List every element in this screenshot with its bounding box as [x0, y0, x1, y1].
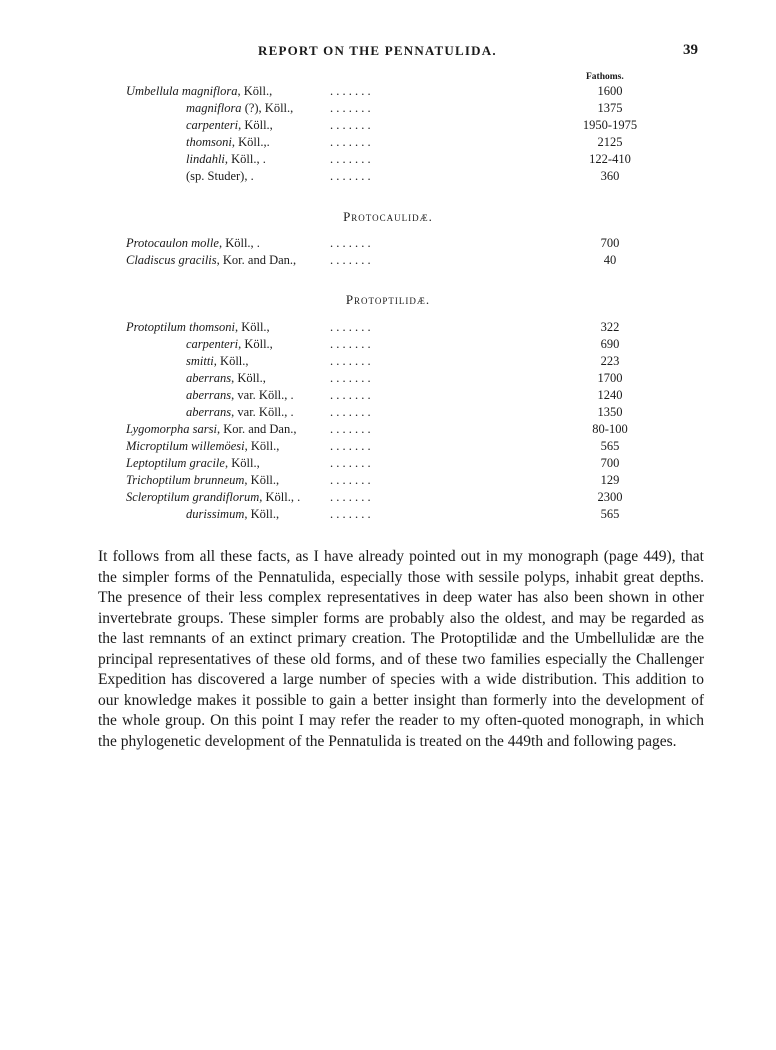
author-citation: , Kor. and Dan.,: [216, 422, 297, 436]
species-name: [126, 455, 260, 472]
page-number: 39: [683, 42, 698, 58]
leader-dots: . . . . . . .: [330, 253, 371, 267]
species-epithet: smitti: [186, 354, 214, 368]
species-name: [186, 404, 294, 421]
species-name: [186, 506, 279, 523]
species-name: [186, 117, 273, 134]
depth-value: 223: [600, 354, 620, 368]
leader-dots: . . . . . . .: [330, 371, 371, 385]
species-epithet: aberrans: [186, 388, 232, 402]
species-name: [186, 168, 254, 185]
species-epithet: magniflora: [186, 101, 242, 115]
table-row: [0, 336, 776, 353]
species-name: [126, 235, 260, 252]
species-epithet: carpenteri: [186, 118, 239, 132]
species-epithet: thomsoni: [189, 320, 235, 334]
table-row: [0, 100, 776, 117]
species-name: [126, 319, 270, 336]
table-row: [0, 387, 776, 404]
leader-dots: . . . . . . .: [330, 101, 371, 115]
leader-dots: . . . . . . .: [330, 84, 371, 98]
table-row: [0, 252, 776, 269]
author-citation: , Köll.,: [234, 320, 270, 334]
author-citation: , Kor. and Dan.,: [216, 253, 297, 267]
table-row: [0, 472, 776, 489]
table-row: [0, 83, 776, 100]
author-citation: , Köll.,: [231, 371, 266, 385]
author-citation: , var. Köll., .: [231, 388, 294, 402]
leader-dots: . . . . . . .: [330, 337, 371, 351]
depth-value: 360: [600, 169, 620, 183]
leader-dots: . . . . . . .: [330, 405, 371, 419]
leader-dots: . . . . . . .: [330, 439, 371, 453]
depth-value: 1240: [597, 388, 623, 402]
author-citation: , Köll.,: [238, 337, 273, 351]
author-citation: , Köll.,: [244, 507, 280, 521]
family-heading-protoptilidae: [0, 292, 776, 308]
leader-dots: . . . . . . .: [330, 422, 371, 436]
genus-name: Scleroptilum: [126, 490, 190, 504]
depth-value: 2300: [597, 490, 623, 504]
depth-value: 80-100: [592, 422, 628, 436]
body-paragraph: It follows from all these facts, as I have already pointed out in my monograph (page 449), that the simpler forms of the Pennatulida, especially those with sessile polyps, inhabit great depths. The presence of their less complex representatives in deep water has also been shown in other invertebrate groups. These simpler forms are probably also the oldest, and may be regarded as the last remnants of an extinct primary creation. The Protoptilidæ and the Umbellulidæ are the principal representatives of these old forms, and of these two families especially the Challenger Expedition has discovered a large number of species with a wide distribution. This addition to our knowledge makes it possible to gain a better insight than formerly into the development of the whole group. On this point I may refer the reader to my often-quoted monograph, in which the phylogenetic development of the Pennatulida is treated on the 449th and following pages.: [98, 548, 704, 750]
table-row: [0, 489, 776, 506]
table-row: [0, 319, 776, 336]
genus-name: Microptilum: [126, 439, 189, 453]
table-row: [0, 455, 776, 472]
table-row: [0, 370, 776, 387]
depth-value: 1350: [597, 405, 623, 419]
table-row: [0, 168, 776, 185]
species-epithet: grandiflorum: [192, 490, 260, 504]
author-citation: (sp. Studer), .: [186, 169, 254, 183]
author-citation: (?), Köll.,: [241, 101, 294, 115]
depth-value: 700: [600, 236, 620, 250]
species-epithet: sarsi: [192, 422, 217, 436]
table-row: [0, 506, 776, 523]
depth-value: 1600: [597, 84, 623, 98]
depth-value: 565: [600, 439, 620, 453]
depth-value: 1700: [597, 371, 623, 385]
genus-name: Umbellula: [126, 84, 179, 98]
species-name: [126, 83, 272, 100]
depth-value: 40: [603, 253, 617, 267]
family-heading-protocaulidae: [0, 209, 776, 225]
species-epithet: thomsoni: [186, 135, 232, 149]
species-name: [186, 151, 266, 168]
table-row: [0, 235, 776, 252]
table-row: [0, 404, 776, 421]
species-epithet: durissimum: [186, 507, 245, 521]
author-citation: , Köll., .: [259, 490, 301, 504]
depth-value: 2125: [597, 135, 623, 149]
table-row: [0, 353, 776, 370]
leader-dots: . . . . . . .: [330, 152, 371, 166]
leader-dots: . . . . . . .: [330, 456, 371, 470]
author-citation: , Köll.,: [244, 473, 280, 487]
species-epithet: magniflora: [181, 84, 238, 98]
author-citation: , Köll.,: [238, 118, 273, 132]
depth-value: 700: [600, 456, 620, 470]
species-name: [186, 353, 249, 370]
species-name: [186, 387, 294, 404]
species-name: [126, 421, 296, 438]
species-epithet: gracilis: [178, 253, 217, 267]
genus-name: Protoptilum: [126, 320, 186, 334]
table-row: [0, 421, 776, 438]
leader-dots: . . . . . . .: [330, 135, 371, 149]
depth-value: 1375: [597, 101, 623, 115]
depth-value: 122-410: [589, 152, 631, 166]
author-citation: , Köll., .: [224, 152, 266, 166]
species-name: [186, 134, 270, 151]
genus-name: Leptoptilum: [126, 456, 187, 470]
table-row: [0, 134, 776, 151]
depth-value: 565: [600, 507, 620, 521]
author-citation: , Köll.,: [213, 354, 249, 368]
umbellulidae-table: [0, 83, 776, 185]
species-name: [186, 100, 293, 117]
leader-dots: . . . . . . .: [330, 320, 371, 334]
running-header: [0, 43, 776, 63]
genus-name: Protocaulon: [126, 236, 189, 250]
family-heading-text: Protocaulidæ.: [343, 209, 433, 224]
genus-name: Lygomorpha: [126, 422, 190, 436]
protoptilidae-table: [0, 319, 776, 523]
author-citation: , Köll.,: [237, 84, 273, 98]
depth-value: 690: [600, 337, 620, 351]
author-citation: , Köll.,: [224, 456, 260, 470]
table-row: [0, 151, 776, 168]
protocaulidae-table: [0, 235, 776, 269]
species-name: [126, 252, 296, 269]
species-epithet: molle: [191, 236, 219, 250]
leader-dots: . . . . . . .: [330, 354, 371, 368]
species-epithet: lindahli: [186, 152, 225, 166]
species-name: [186, 336, 273, 353]
genus-name: Cladiscus: [126, 253, 176, 267]
leader-dots: . . . . . . .: [330, 490, 371, 504]
fathoms-column-header: Fathoms.: [586, 72, 624, 82]
author-citation: , var. Köll., .: [231, 405, 294, 419]
leader-dots: . . . . . . .: [330, 118, 371, 132]
species-name: [186, 370, 266, 387]
species-epithet: carpenteri: [186, 337, 239, 351]
species-epithet: willemöesi: [191, 439, 245, 453]
family-heading-text: Protoptilidæ.: [345, 292, 431, 307]
depth-value: 1950-1975: [582, 118, 638, 132]
leader-dots: . . . . . . .: [330, 473, 371, 487]
table-row: [0, 438, 776, 455]
depth-value: 129: [600, 473, 620, 487]
leader-dots: . . . . . . .: [330, 388, 371, 402]
species-epithet: aberrans: [186, 371, 232, 385]
genus-name: Trichoptilum: [126, 473, 191, 487]
species-name: [126, 472, 279, 489]
species-name: [126, 489, 300, 506]
author-citation: , Köll.,: [244, 439, 280, 453]
depth-value: 322: [600, 320, 620, 334]
species-epithet: aberrans: [186, 405, 232, 419]
header-title: REPORT ON THE PENNATULIDA.: [258, 43, 497, 58]
leader-dots: . . . . . . .: [330, 169, 371, 183]
author-citation: , Köll., .: [218, 236, 260, 250]
species-epithet: gracile: [189, 456, 225, 470]
author-citation: , Köll.,.: [231, 135, 270, 149]
leader-dots: . . . . . . .: [330, 236, 371, 250]
species-epithet: brunneum: [193, 473, 245, 487]
species-name: [126, 438, 279, 455]
table-row: [0, 117, 776, 134]
leader-dots: . . . . . . .: [330, 507, 371, 521]
